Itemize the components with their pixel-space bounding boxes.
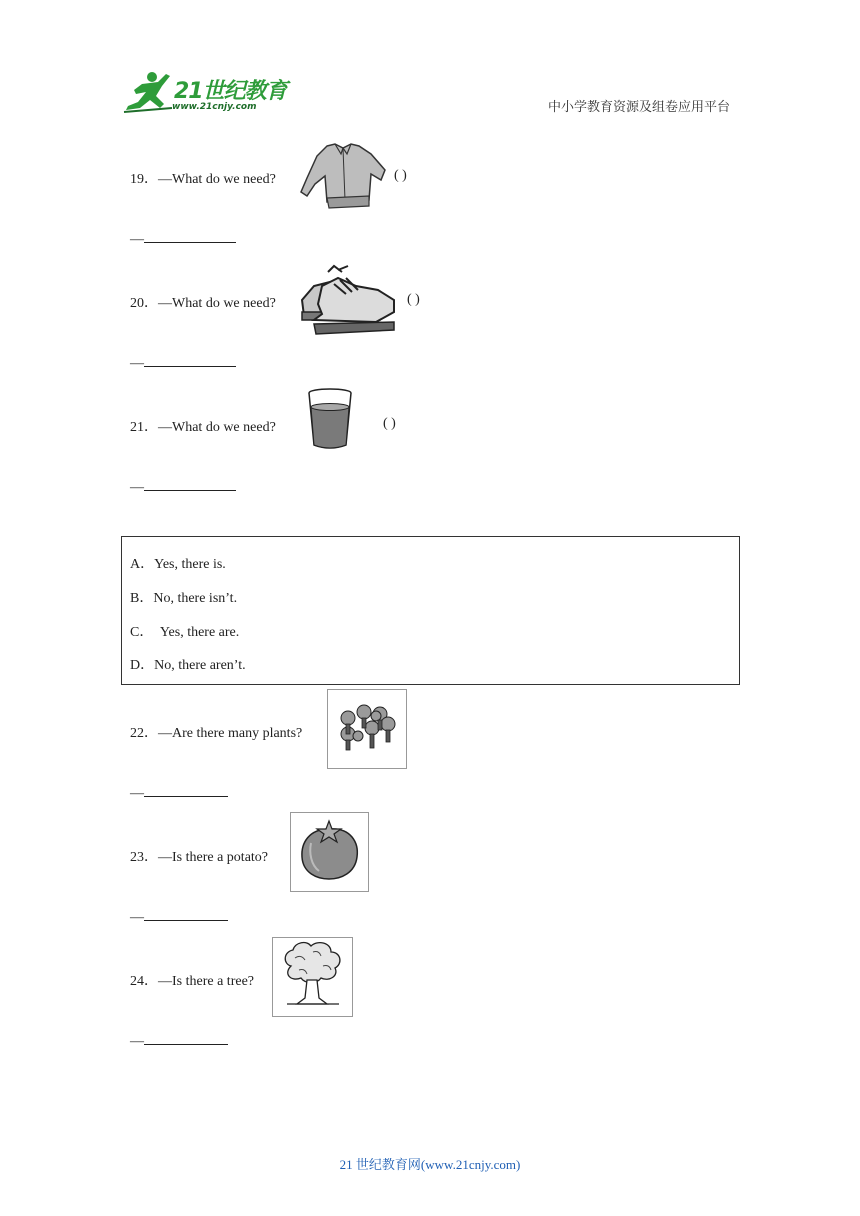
answer-blank-23[interactable] bbox=[130, 908, 228, 926]
question-24 bbox=[130, 970, 254, 990]
blank-line[interactable] bbox=[144, 230, 236, 243]
blank-prefix: — bbox=[130, 1034, 144, 1049]
question-number: 23． bbox=[130, 850, 158, 865]
question-21 bbox=[130, 416, 276, 436]
blank-line[interactable] bbox=[144, 908, 228, 921]
plants-icon bbox=[328, 690, 406, 768]
tree-picture bbox=[272, 937, 353, 1017]
footer-link[interactable]: 21 世纪教育网(www.21cnjy.com) bbox=[339, 1157, 521, 1172]
blank-line[interactable] bbox=[144, 354, 236, 367]
blank-prefix: — bbox=[130, 786, 144, 801]
answer-parentheses[interactable]: ( ) bbox=[383, 416, 396, 431]
tomato-picture bbox=[290, 812, 369, 892]
question-23 bbox=[130, 846, 268, 866]
answer-blank-21[interactable] bbox=[130, 478, 236, 496]
option-d: D．No, there aren’t. bbox=[130, 658, 246, 673]
blank-prefix: — bbox=[130, 232, 144, 247]
question-text: —Is there a tree? bbox=[158, 974, 254, 989]
option-a: A．Yes, there is. bbox=[130, 557, 226, 572]
platform-name: 中小学教育资源及组卷应用平台 bbox=[548, 100, 731, 115]
question-number: 22． bbox=[130, 726, 158, 741]
question-20 bbox=[130, 292, 276, 312]
header-logo bbox=[122, 70, 292, 114]
option-c: C． Yes, there are. bbox=[130, 625, 240, 640]
question-number: 20． bbox=[130, 296, 158, 311]
question-text: —Are there many plants? bbox=[158, 726, 303, 741]
question-number: 19． bbox=[130, 172, 158, 187]
blank-line[interactable] bbox=[144, 478, 236, 491]
sneakers-icon bbox=[294, 264, 398, 342]
option-b: B．No, there isn’t. bbox=[130, 591, 238, 606]
answer-blank-24[interactable] bbox=[130, 1032, 228, 1050]
question-text: —What do we need? bbox=[158, 296, 276, 311]
blank-prefix: — bbox=[130, 910, 144, 925]
answer-blank-19[interactable] bbox=[130, 230, 236, 248]
options-box bbox=[121, 536, 740, 685]
blank-line[interactable] bbox=[144, 784, 228, 797]
jacket-icon bbox=[297, 140, 387, 212]
tree-icon bbox=[273, 938, 352, 1016]
question-text: —What do we need? bbox=[158, 172, 276, 187]
tomato-icon bbox=[291, 813, 368, 891]
blank-line[interactable] bbox=[144, 1032, 228, 1045]
question-text: —What do we need? bbox=[158, 420, 276, 435]
question-19 bbox=[130, 168, 276, 188]
question-number: 21． bbox=[130, 420, 158, 435]
glass-of-water-icon bbox=[305, 387, 355, 451]
answer-parentheses[interactable]: ( ) bbox=[407, 292, 420, 307]
blank-prefix: — bbox=[130, 480, 144, 495]
runner-logo-icon bbox=[122, 70, 178, 114]
question-number: 24． bbox=[130, 974, 158, 989]
question-22 bbox=[130, 722, 302, 742]
answer-blank-20[interactable] bbox=[130, 354, 236, 372]
question-text: —Is there a potato? bbox=[158, 850, 269, 865]
logo-text: 21世纪教育 bbox=[174, 79, 287, 104]
blank-prefix: — bbox=[130, 356, 144, 371]
answer-blank-22[interactable] bbox=[130, 784, 228, 802]
answer-parentheses[interactable]: ( ) bbox=[394, 168, 407, 183]
logo-url: www.21cnjy.com bbox=[172, 102, 257, 112]
plants-picture bbox=[327, 689, 407, 769]
